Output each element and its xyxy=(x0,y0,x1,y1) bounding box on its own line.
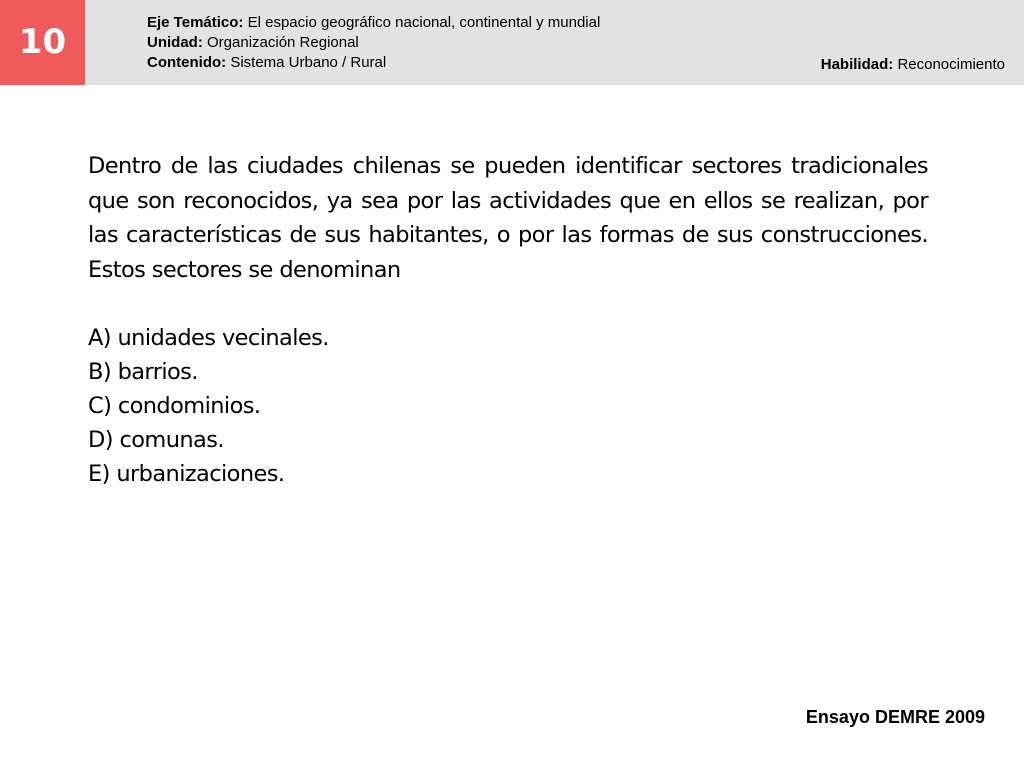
eje-tematico-value: El espacio geográfico nacional, continental y mundial xyxy=(247,14,601,31)
option-d: D) comunas. xyxy=(88,427,224,453)
contenido-value: Sistema Urbano / Rural xyxy=(230,54,387,71)
option-a: A) unidades vecinales. xyxy=(88,325,329,351)
question-number: 10 xyxy=(0,0,85,85)
habilidad-label: Habilidad: xyxy=(820,56,894,73)
question-text: Dentro de las ciudades chilenas se pueden identificar sectores tradicionales que son reconocidos, ya sea por las actividades que en ellos se realizan, por las características de sus habitantes, o por las formas de sus construcciones. Estos sectores se denominan xyxy=(88,153,928,283)
option-c: C) condominios. xyxy=(88,393,261,419)
eje-tematico-row xyxy=(147,13,600,33)
unidad-value: Organización Regional xyxy=(207,34,359,51)
option-b: B) barrios. xyxy=(88,359,198,385)
answer-options xyxy=(88,321,329,491)
contenido-label: Contenido: xyxy=(147,54,227,71)
unidad-row xyxy=(147,33,600,53)
eje-tematico-label: Eje Temático: xyxy=(147,14,244,31)
habilidad-value: Reconocimiento xyxy=(897,56,1005,73)
source-footer: Ensayo DEMRE 2009 xyxy=(805,707,985,727)
option-e: E) urbanizaciones. xyxy=(88,461,285,487)
header-meta xyxy=(147,13,600,73)
unidad-label: Unidad: xyxy=(147,34,203,51)
contenido-row xyxy=(147,53,600,73)
habilidad-row xyxy=(821,55,1005,75)
